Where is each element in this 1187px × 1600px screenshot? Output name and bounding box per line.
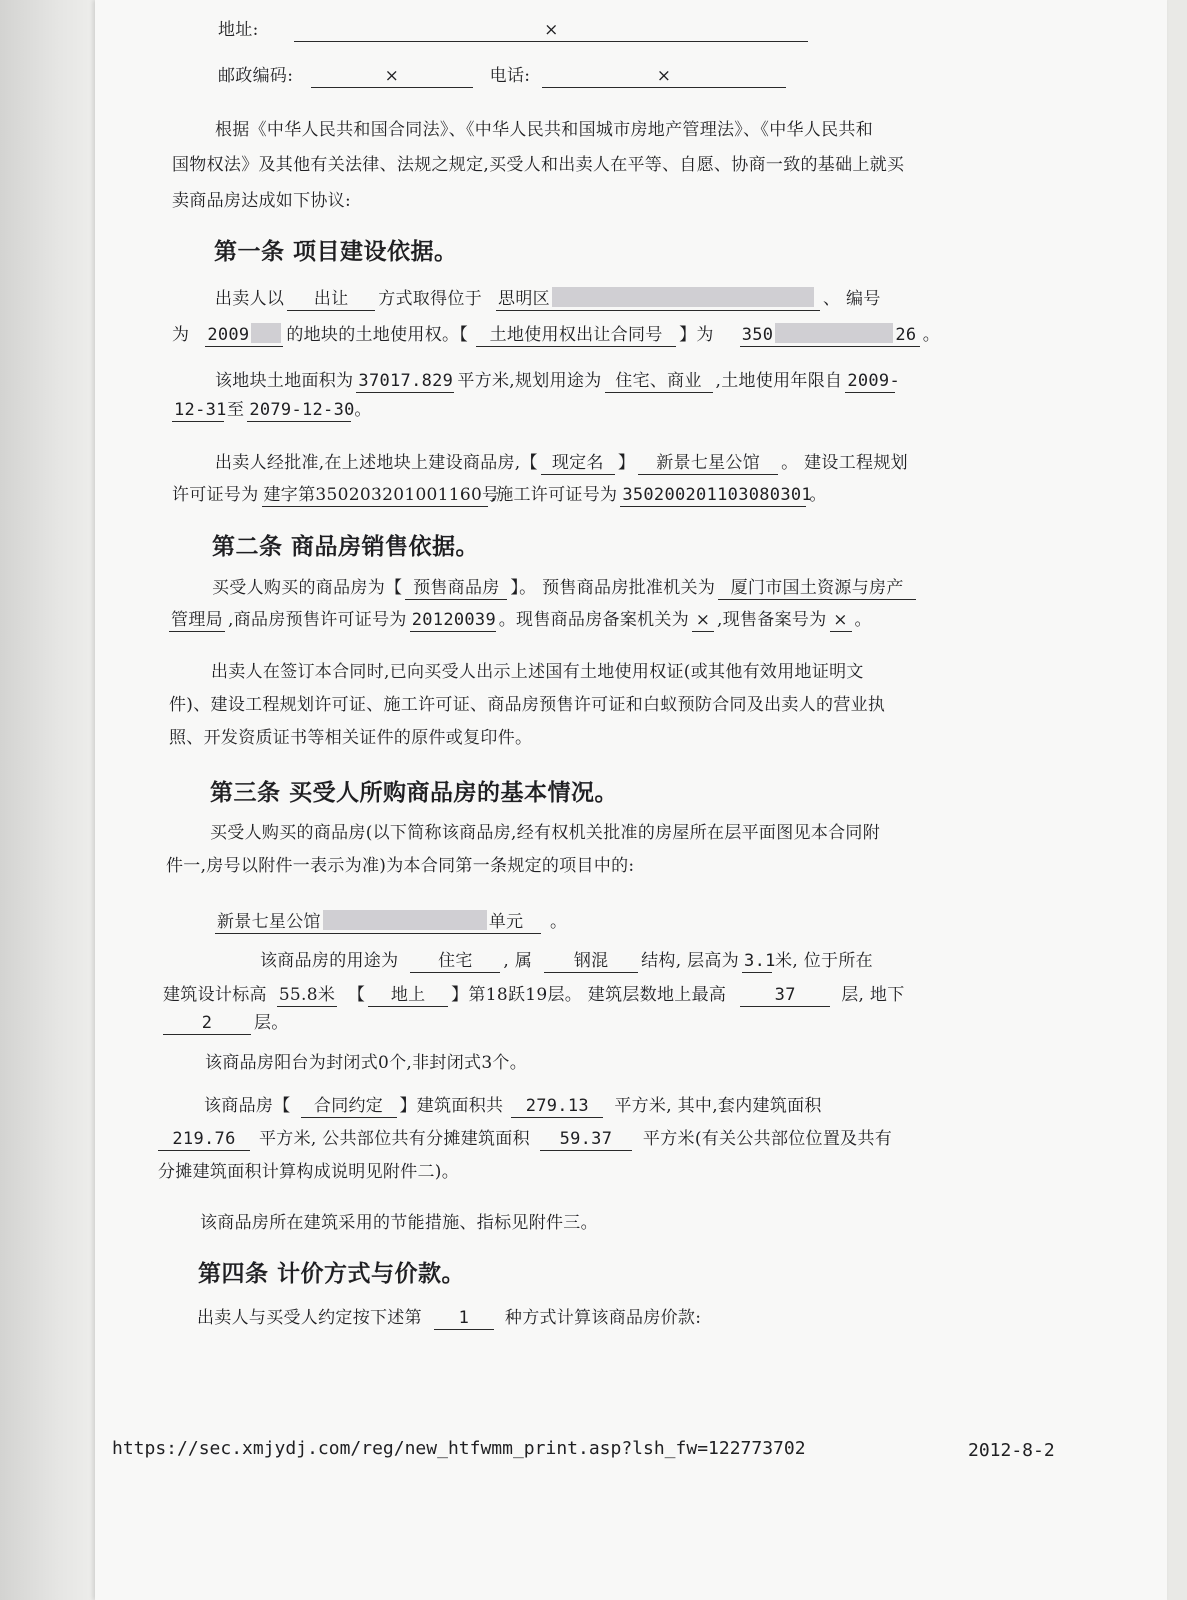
background-edge-right bbox=[1167, 0, 1187, 1600]
structure-field: 钢混 bbox=[544, 953, 638, 973]
basement-floors-field: 2 bbox=[163, 1015, 251, 1035]
article3-unit-line: 新景七星公馆 单元 。 bbox=[217, 912, 568, 932]
area-basis-field: 合同约定 bbox=[301, 1098, 397, 1118]
article1-title: 第一条 项目建设依据。 bbox=[214, 238, 458, 265]
address-line bbox=[218, 22, 811, 42]
intro-line-3: 卖商品房达成如下协议: bbox=[172, 191, 352, 211]
elevation-field: 55.8米 bbox=[278, 985, 336, 1005]
article3-title: 第三条 买受人所购商品房的基本情况。 bbox=[210, 779, 619, 806]
redaction bbox=[775, 323, 893, 343]
ground-field: 地上 bbox=[368, 987, 448, 1007]
article3-line-5: 2 层。 bbox=[163, 1015, 289, 1035]
article4-line-1: 出卖人与买受人约定按下述第 1 种方式计算该商品房价款: bbox=[197, 1308, 702, 1328]
address-field: × bbox=[294, 22, 808, 42]
article3-line-3: 该商品房的用途为 住宅 , 属 钢混 结构, 层高为 3.1米, 位于所在 bbox=[260, 951, 873, 971]
article3-line-4: 建筑设计标高 55.8米 【 地上 】第18跃19层。 建筑层数地上最高 37 层, 地下 bbox=[163, 985, 905, 1005]
phone-field: × bbox=[542, 68, 786, 88]
intro-line-2: 国物权法》及其他有关法律、法规之规定,买受人和出卖人在平等、自愿、协商一致的基础上就买 bbox=[172, 155, 905, 175]
construction-permit-field: 350200201103080301 bbox=[622, 485, 812, 505]
project-name-field: 新景七星公馆 bbox=[638, 455, 778, 475]
article3-line-7: 219.76 平方米, 公共部位共有分摊建筑面积 59.37 平方米(有关公共部位位置及共有 bbox=[158, 1131, 892, 1151]
article3-line-1: 买受人购买的商品房(以下简称该商品房,经有权机关批准的房屋所在层平面图见本合同附 bbox=[210, 823, 881, 843]
article2-para-line-1: 出卖人在签订本合同时,已向买受人出示上述国有土地使用权证(或其他有效用地证明文 bbox=[211, 662, 864, 682]
name-label-field: 现定名 bbox=[541, 455, 615, 475]
term-start-field-cont: 12-31 bbox=[174, 400, 227, 420]
article1-line-4: 12-31至 2079-12-30。 bbox=[174, 400, 372, 420]
shared-area-field: 59.37 bbox=[540, 1131, 632, 1151]
phone-label: 电话: bbox=[489, 66, 531, 86]
planning-permit-field: 建字第350203201001160号 bbox=[263, 485, 500, 505]
article1-line-6: 许可证号为 建字第350203201001160号,施工许可证号为 350200201103080301。 bbox=[172, 485, 827, 505]
term-end-field: 2079-12-30 bbox=[249, 400, 355, 420]
presale-permit-field: 20120039 bbox=[411, 610, 496, 630]
plot-number-field: 2009 bbox=[205, 323, 283, 347]
total-area-field: 279.13 bbox=[511, 1098, 603, 1118]
energy-line: 该商品房所在建筑采用的节能措施、指标见附件三。 bbox=[200, 1213, 598, 1233]
approval-org-field-cont: 管理局 bbox=[169, 612, 225, 632]
house-use-field: 住宅 bbox=[410, 953, 500, 973]
floor-height-field: 3.1 bbox=[744, 951, 776, 971]
postal-field: × bbox=[311, 68, 473, 88]
article1-line-5: 出卖人经批准,在上述地块上建设商品房,【 现定名 】 新景七星公馆 。 建设工程规划 bbox=[215, 453, 908, 473]
article3-line-2: 件一,房号以附件一表示为准)为本合同第一条规定的项目中的: bbox=[166, 856, 635, 876]
print-url: https://sec.xmjydj.com/reg/new_htfwmm_print.asp?lsh_fw=122773702 bbox=[112, 1438, 806, 1459]
article2-title: 第二条 商品房销售依据。 bbox=[212, 533, 480, 560]
address-label: 地址: bbox=[218, 20, 259, 40]
record-org-field: × bbox=[692, 612, 714, 632]
article2-para-line-3: 照、开发资质证书等相关证件的原件或复印件。 bbox=[169, 728, 533, 748]
house-type-field: 预售商品房 bbox=[405, 580, 507, 600]
price-method-field: 1 bbox=[434, 1310, 494, 1330]
article4-title: 第四条 计价方式与价款。 bbox=[198, 1260, 466, 1287]
article1-line-1: 出卖人以 出让 方式取得位于 思明区 、 编号 bbox=[215, 289, 881, 309]
redaction bbox=[323, 910, 487, 930]
print-date: 2012-8-2 bbox=[968, 1440, 1055, 1461]
article1-line-2: 为 2009 的地块的土地使用权。【 土地使用权出让合同号 】为 350 26 。 bbox=[172, 325, 941, 345]
record-no-field: × bbox=[830, 612, 852, 632]
max-floors-field: 37 bbox=[740, 987, 830, 1007]
article1-line-3: 该地块土地面积为 37017.829 平方米,规划用途为 住宅、商业 ,土地使用年限自 2009- bbox=[215, 371, 901, 391]
land-use-field: 住宅、商业 bbox=[605, 373, 713, 393]
balcony-line: 该商品房阳台为封闭式0个,非封闭式3个。 bbox=[205, 1053, 528, 1073]
cert-number-field: 350 26 bbox=[740, 323, 920, 347]
land-location-field: 思明区 bbox=[496, 287, 820, 311]
unit-field: 新景七星公馆 单元 bbox=[215, 910, 541, 934]
land-method-field: 出让 bbox=[287, 291, 375, 311]
postal-label: 邮政编码: bbox=[218, 66, 294, 86]
article2-para-line-2: 件)、建设工程规划许可证、施工许可证、商品房预售许可证和白蚁预防合同及出卖人的营业执 bbox=[169, 695, 886, 715]
redaction bbox=[552, 287, 814, 307]
intro-line-1: 根据《中华人民共和国合同法》、《中华人民共和国城市房地产管理法》、《中华人民共和 bbox=[215, 120, 873, 140]
article3-line-8: 分摊建筑面积计算构成说明见附件二)。 bbox=[158, 1162, 460, 1182]
inner-area-field: 219.76 bbox=[158, 1131, 250, 1151]
article2-line-1: 买受人购买的商品房为【 预售商品房 】。 预售商品房批准机关为 厦门市国土资源与房产 bbox=[212, 580, 919, 600]
postal-line bbox=[218, 68, 789, 88]
cert-type-field: 土地使用权出让合同号 bbox=[476, 327, 676, 347]
term-start-field: 2009- bbox=[847, 371, 901, 391]
redaction bbox=[251, 323, 281, 343]
article3-line-6: 该商品房【 合同约定 】建筑面积共 279.13 平方米, 其中,套内建筑面积 bbox=[204, 1096, 822, 1116]
article2-line-2: 管理局 ,商品房预售许可证号为 20120039 。现售商品房备案机关为 × ,现售备案号为 × 。 bbox=[169, 612, 872, 632]
land-area-field: 37017.829 bbox=[358, 371, 454, 391]
background-edge bbox=[0, 0, 100, 1600]
approval-org-field: 厦门市国土资源与房产 bbox=[718, 580, 916, 600]
